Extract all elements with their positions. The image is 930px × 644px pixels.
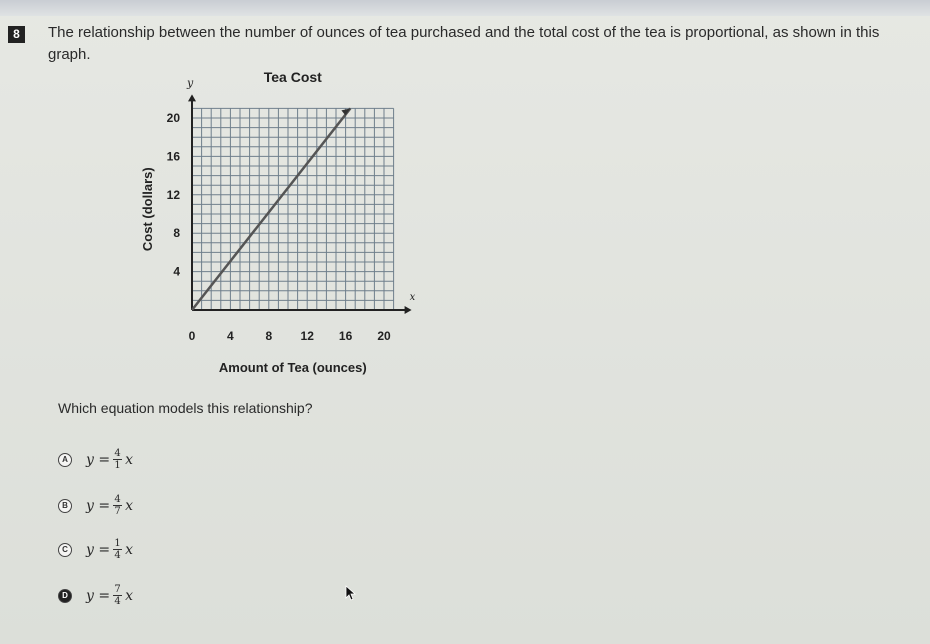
- question-prompt: Which equation models this relationship?: [58, 400, 313, 416]
- equation-variable: x: [125, 541, 133, 558]
- fraction-denominator: 4: [114, 550, 121, 561]
- fraction-numerator: 7: [114, 584, 121, 595]
- radio-button[interactable]: C: [58, 543, 72, 557]
- mouse-cursor-icon: [345, 585, 357, 601]
- equation: [86, 584, 133, 607]
- top-toolbar: [0, 0, 930, 16]
- x-axis-arrow: [405, 306, 412, 314]
- y-tick-label: 4: [173, 264, 180, 279]
- y-tick-label: 12: [166, 187, 180, 202]
- equation: [86, 538, 133, 561]
- y-axis-arrow: [188, 94, 196, 101]
- x-tick-label: 0: [188, 329, 196, 343]
- x-tick-label: 20: [377, 329, 391, 343]
- answer-choice-b[interactable]: [58, 494, 133, 517]
- x-axis-letter: x: [409, 292, 416, 303]
- tea-cost-chart: [120, 60, 416, 380]
- equation-variable: x: [125, 497, 133, 514]
- radio-button[interactable]: D: [58, 589, 72, 603]
- answer-choice-a[interactable]: [58, 448, 133, 471]
- x-tick-label: 16: [338, 329, 353, 343]
- x-tick-label: 12: [300, 329, 314, 343]
- chart-title: Tea Cost: [263, 69, 322, 85]
- answer-choice-c[interactable]: [58, 538, 133, 561]
- y-tick-label: 16: [166, 149, 180, 164]
- x-tick-label: 8: [265, 329, 273, 343]
- fraction-numerator: 4: [114, 494, 121, 505]
- fraction-denominator: 1: [114, 460, 121, 471]
- fraction-denominator: 7: [114, 506, 121, 517]
- fraction-numerator: 1: [114, 538, 121, 549]
- y-tick-label: 20: [166, 111, 180, 125]
- equation-lhs: y =: [86, 497, 111, 514]
- equation-variable: x: [125, 451, 133, 468]
- equation-lhs: y =: [86, 451, 111, 468]
- equation-lhs: y =: [86, 587, 111, 604]
- fraction: [113, 448, 122, 471]
- y-tick-label: 8: [173, 226, 180, 241]
- x-axis-label: Amount of Tea (ounces): [218, 360, 367, 375]
- equation: [86, 494, 133, 517]
- equation-lhs: y =: [86, 541, 111, 558]
- fraction-numerator: 4: [114, 448, 121, 459]
- question-number: 8: [8, 26, 25, 43]
- fraction: [113, 538, 122, 561]
- fraction: [113, 584, 122, 607]
- y-axis-letter: y: [187, 76, 194, 90]
- question-text: The relationship between the number of ounces of tea purchased and the total cost of the tea is proportional, as shown in this graph.: [48, 24, 880, 63]
- equation: [86, 448, 133, 471]
- equation-variable: x: [125, 587, 133, 604]
- fraction-denominator: 4: [114, 596, 121, 607]
- y-axis-label: Cost (dollars): [140, 167, 155, 252]
- fraction: [113, 494, 122, 517]
- x-tick-label: 4: [227, 329, 234, 343]
- radio-button[interactable]: B: [58, 499, 72, 513]
- answer-choice-d[interactable]: [58, 584, 133, 607]
- radio-button[interactable]: A: [58, 453, 72, 467]
